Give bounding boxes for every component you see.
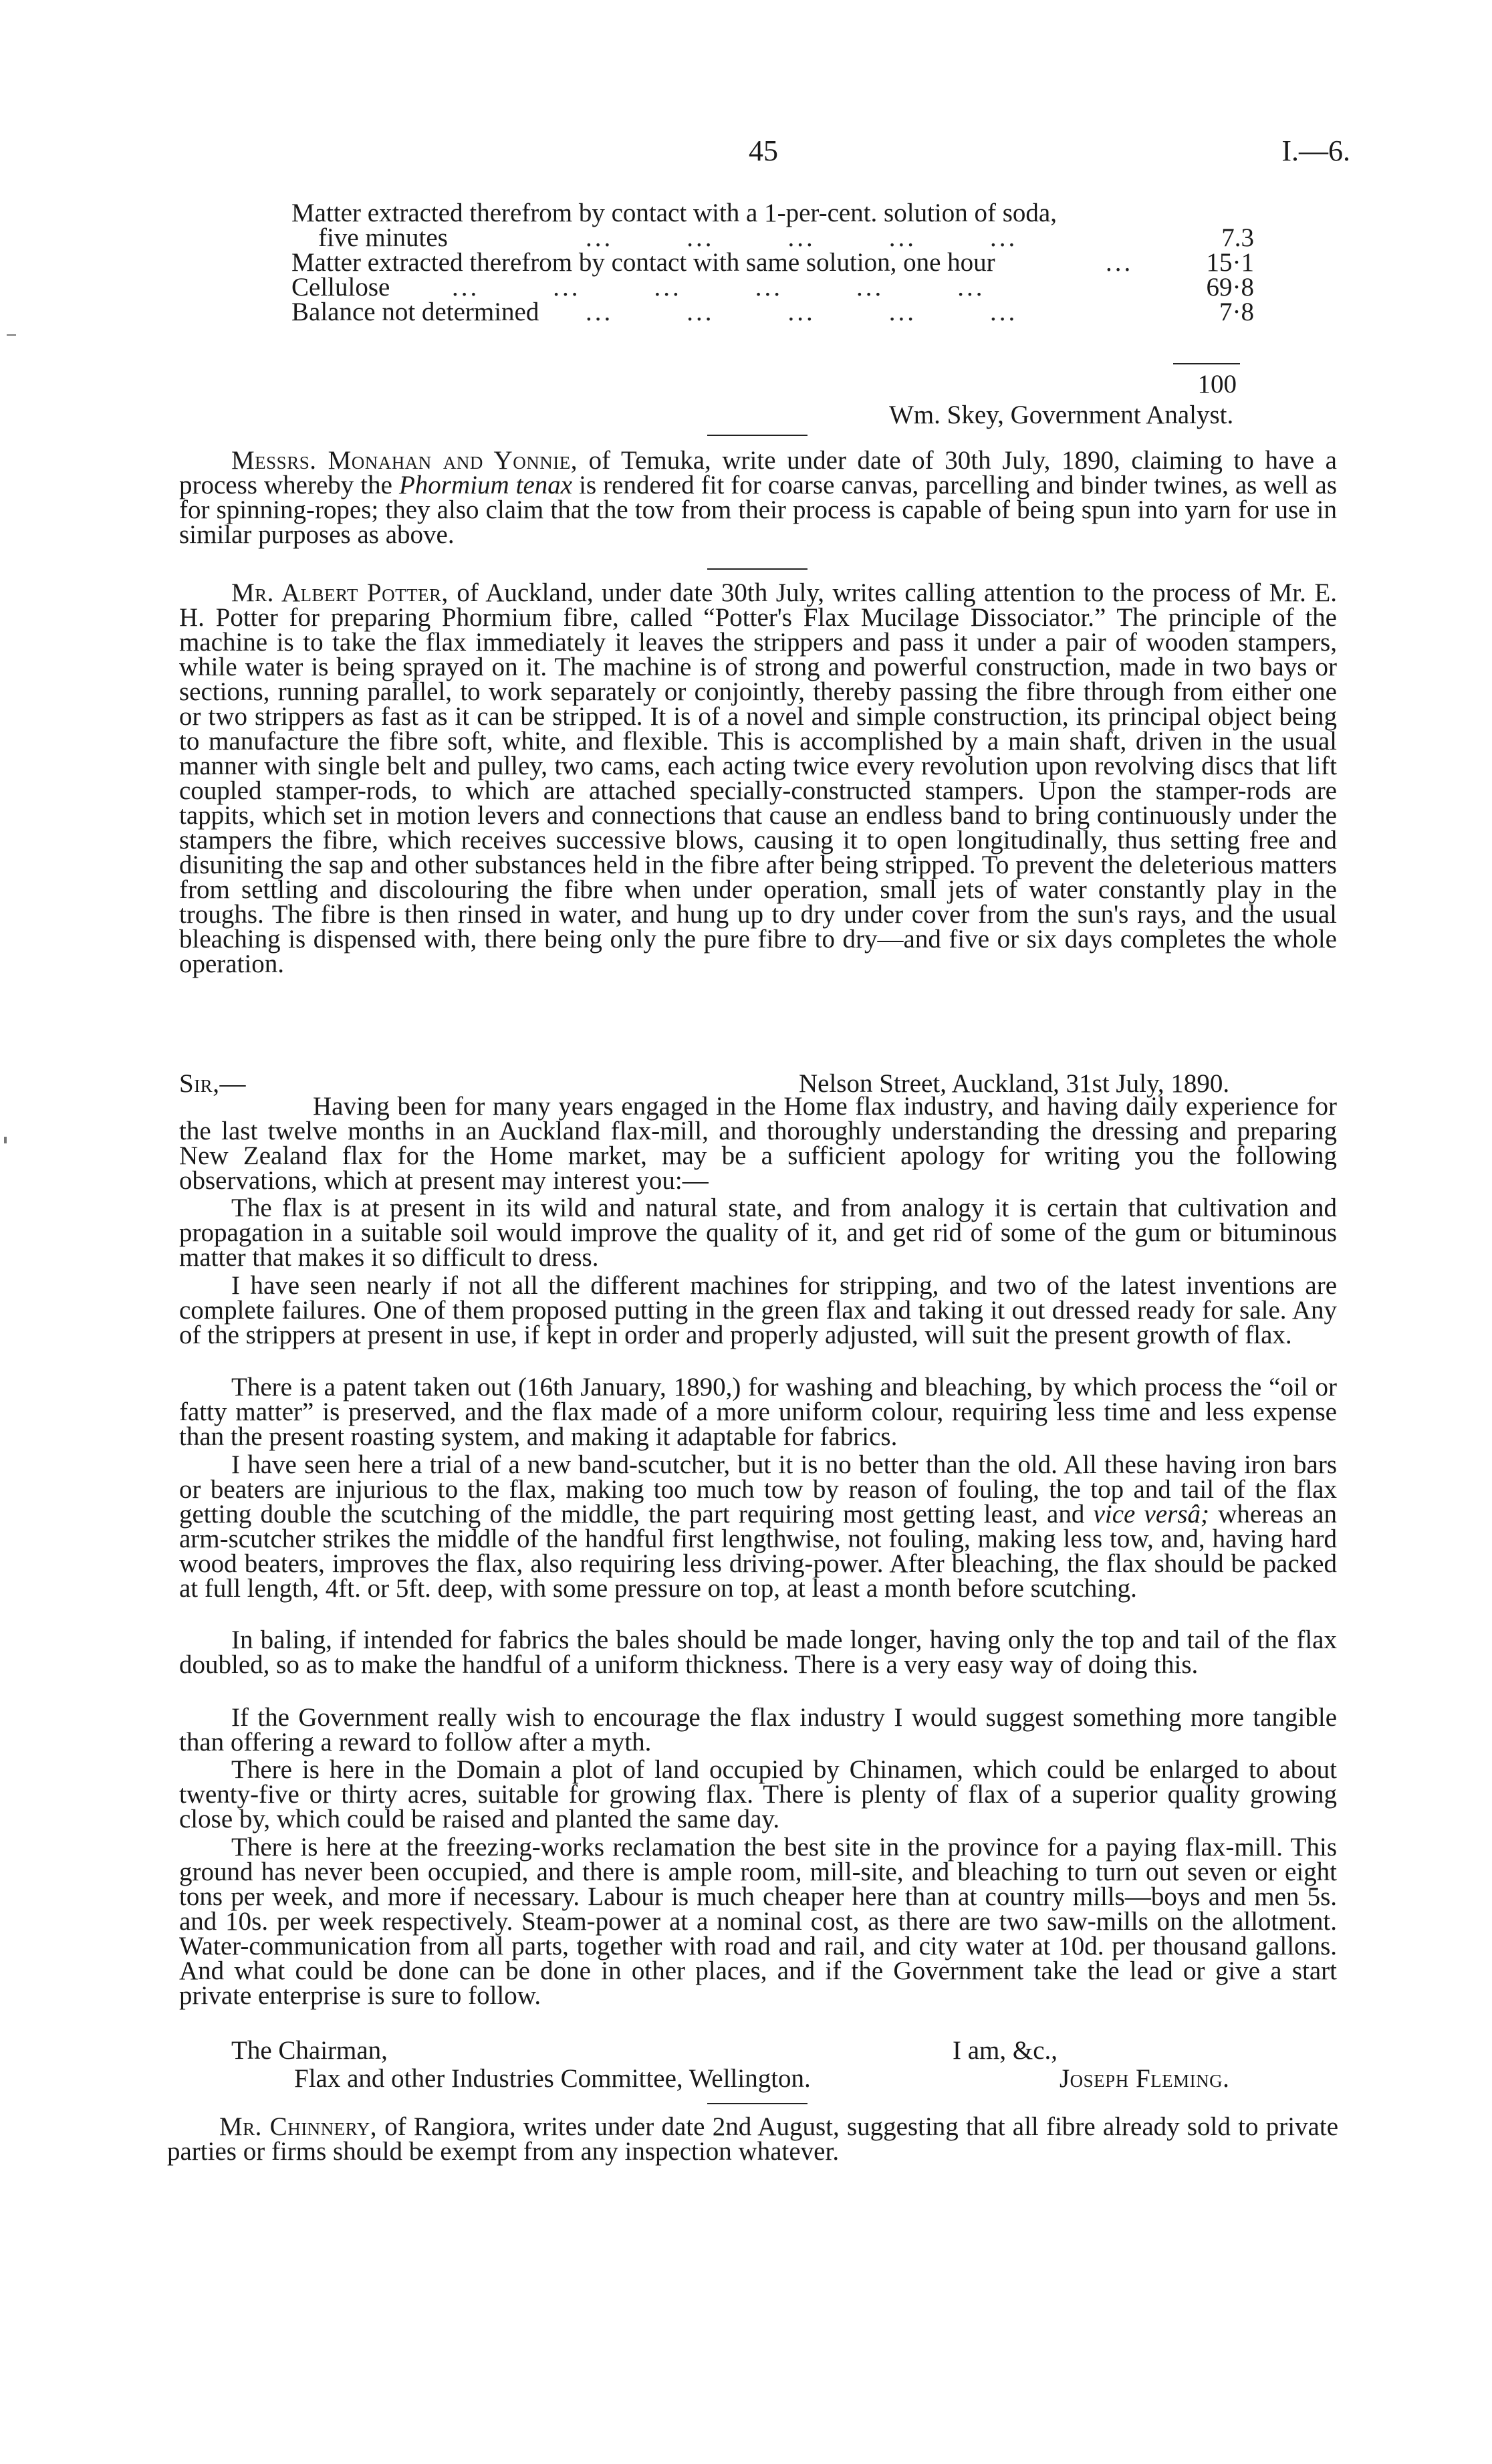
document-reference: I.—6. xyxy=(1281,134,1350,167)
letter-paragraph: If the Government really wish to encourage the flax industry I would suggest something more tangible than offering a reward to follow after a myth. xyxy=(179,1703,1337,1757)
latin-phrase: vice versâ; xyxy=(1093,1500,1210,1529)
correspondent-name: Mr. Chinnery, xyxy=(219,2112,377,2141)
row-label: Cellulose xyxy=(291,273,390,302)
letter-salutation: Sir,— xyxy=(179,1069,246,1098)
letter-paragraph: In baling, if intended for fabrics the bales should be made longer, having only the top and tail of the flax doubled, so as to make the handful of a uniform thickness. There is a very easy way of doing this. xyxy=(179,1626,1337,1679)
page-header xyxy=(0,134,1492,174)
row-value: 7.3 xyxy=(1221,223,1254,252)
letter-paragraph: I have seen nearly if not all the different machines for stripping, and two of the latest inventions are complete failures. One of them proposed putting in the green flax and taking it out dressed ready for sale. Any of the strippers at present in use, if kept in order and properly adjusted, will suit the present growth of flax. xyxy=(179,1271,1337,1349)
table-row xyxy=(291,225,1254,250)
letter-paragraph: There is here in the Domain a plot of land occupied by Chinamen, which could be enlarged to about twenty-five or thirty acres, suitable for growing flax. There is plenty of flax of a superior quality growing close by, which could be raised and planted the same day. xyxy=(179,1755,1337,1833)
potter-paragraph xyxy=(179,580,1337,976)
paragraph-text: is rendered fit for coarse canvas, parcelling and binder twines, as well as for spinning-ropes; they also claim that the tow from their process is capable of being spun into yarn for use in similar purposes as above. xyxy=(179,471,1338,549)
letter-paragraph: There is a patent taken out (16th January, 1890,) for washing and bleaching, by which process the “oil or fatty matter” is preserved, and the flax made of a more uniform colour, requiring less time and less expense than the present roasting system, and making it adaptable for fabrics. xyxy=(179,1373,1337,1451)
table-row xyxy=(291,275,1254,300)
scan-mark xyxy=(4,1137,7,1143)
letter-paragraph xyxy=(179,1452,1337,1601)
scan-mark xyxy=(7,334,16,336)
analyst-signature: Wm. Skey, Government Analyst. xyxy=(889,401,1234,429)
row-label: Matter extracted therefrom by contact with a 1-per-cent. solution of soda, xyxy=(291,199,1057,227)
leader-dots: ... ... ... ... ... ... xyxy=(452,273,985,302)
letter-paragraph: The flax is at present in its wild and natural state, and from analogy it is certain that cultivation and propagation in a suitable soil would improve the quality of it, and get rid of some of the gum or bituminous matter that makes it so difficult to dress. xyxy=(179,1194,1337,1272)
row-value: 69·8 xyxy=(1206,273,1254,302)
row-label: Matter extracted therefrom by contact with same solution, one hour xyxy=(291,248,995,277)
correspondent-name: Mr. Albert Potter, xyxy=(231,578,449,607)
section-divider xyxy=(707,435,807,436)
table-row xyxy=(291,250,1254,275)
species-name: Phormium tenax xyxy=(398,471,573,499)
row-label-continued: five minutes xyxy=(318,223,448,252)
leader-dots: ... ... ... ... ... xyxy=(586,223,1018,252)
letter-closing: I am, &c., xyxy=(953,2036,1058,2065)
analysis-table xyxy=(291,201,1254,324)
chinnery-paragraph xyxy=(167,2114,1338,2164)
paragraph-text: of Auckland, under date 30th July, writes calling attention to the process of Mr. E. H. Potter for preparing Phormium fibre, called “Potter's Flax Mucilage Dissociator.” The principle of the machine is to take the flax immediately it leaves the strippers and pass it under a pair of wooden stampers, while water is being sprayed on it. The machine is of strong and powerful construction, made in two bays or sections, running parallel, to work separately or conjointly, thereby passing the fibre through from either one or two strippers as fast as it can be stripped. It is of a novel and simple construction, its principal object being to manufacture the fibre soft, white, and flexible. This is accomplished by a main shaft, driven in the usual manner with single belt and pulley, two cams, each acting twice every revolution upon revolving discs that lift coupled stamper-rods, to which are attached specially-constructed stampers. Upon the stamper-rods are tappits, which set in motion levers and connections that cause an endless band to bring continuously under the stampers the fibre, which receives successive blows, causing it to open longitudinally, thus setting free and disuniting the sap and other substances held in the fibre after being stripped. To prevent the deleterious matters from settling and discolouring the fibre when under operation, small jets of water constantly play in the troughs. The fibre is then rinsed in water, and hung up to dry under cover from the sun's rays, and the usual bleaching is dispensed with, there being only the pure fibre to dry—and five or six days completes the whole operation. xyxy=(179,578,1337,978)
row-label: Balance not determined xyxy=(291,298,539,326)
leader-dots: ... ... ... ... ... xyxy=(586,298,1018,326)
page-number: 45 xyxy=(749,134,778,167)
letter-paragraph: There is here at the freezing-works reclamation the best site in the province for a paying flax-mill. This ground has never been occupied, and there is ample room, mill-site, and bleaching to turn out seven or eight tons per week, and more if necessary. Labour is much cheaper here than at country mills—boys and men 5s. and 10s. per week respectively. Steam-power at a nominal cost, as there are two saw-mills on the allotment. Water-communication from all parts, together with road and rail, and city water at 10d. per thousand gallons. And what could be done can be done in other places, and if the Government take the lead or give a start private enterprise is sure to follow. xyxy=(179,1833,1337,2010)
monahan-paragraph xyxy=(179,448,1337,547)
addressee-line: The Chairman, xyxy=(231,2036,388,2065)
addressee-line: Flax and other Industries Committee, Wellington. xyxy=(294,2064,811,2093)
letter-signature: Joseph Fleming. xyxy=(1060,2064,1230,2093)
sum-rule xyxy=(1173,363,1240,364)
paragraph-text: whereas an arm-scutcher strikes the middle of the handful first lengthwise, not fouling, making less tow, and, having hard wood beaters, improves the flax, also requiring less driving-power. After bleaching, the flax should be packed at full length, 4ft. or 5ft. deep, with some pressure on top, at least a month before scutching. xyxy=(179,1500,1337,1603)
paragraph-text: of Temuka, write under date of 30th July, 1890, claiming to have a process whereby the xyxy=(179,446,1337,499)
letter-paragraph: Having been for many years engaged in the Home flax industry, and having daily experience for the last twelve months in an Auckland flax-mill, and thoroughly understanding the dressing and preparing New Zealand flax for the Home market, may be a sufficient apology for writing you the following observations, which at present may interest you:— xyxy=(179,1092,1337,1195)
paragraph-text: of Rangiora, writes under date 2nd August, suggesting that all fibre already sold to private parties or firms should be exempt from any inspection whatever. xyxy=(167,2112,1339,2166)
section-divider xyxy=(707,2103,807,2104)
leader-dots: ... xyxy=(1106,248,1134,277)
row-value: 15·1 xyxy=(1206,248,1254,277)
section-divider xyxy=(707,568,807,570)
table-row xyxy=(291,201,1254,225)
paragraph-text: I have seen here a trial of a new band-scutcher, but it is no better than the old. All these having iron bars or beaters are injurious to the flax, making too much tow by reason of fouling, the top and tail of the flax getting double the scutching of the middle, the part requiring most getting least, and xyxy=(179,1450,1337,1529)
analysis-total: 100 xyxy=(1197,370,1237,399)
correspondent-name: Messrs. Monahan and Yonnie, xyxy=(231,446,578,475)
letter-address: Nelson Street, Auckland, 31st July, 1890. xyxy=(799,1069,1230,1098)
table-row xyxy=(291,300,1254,324)
row-value: 7·8 xyxy=(1219,298,1254,326)
